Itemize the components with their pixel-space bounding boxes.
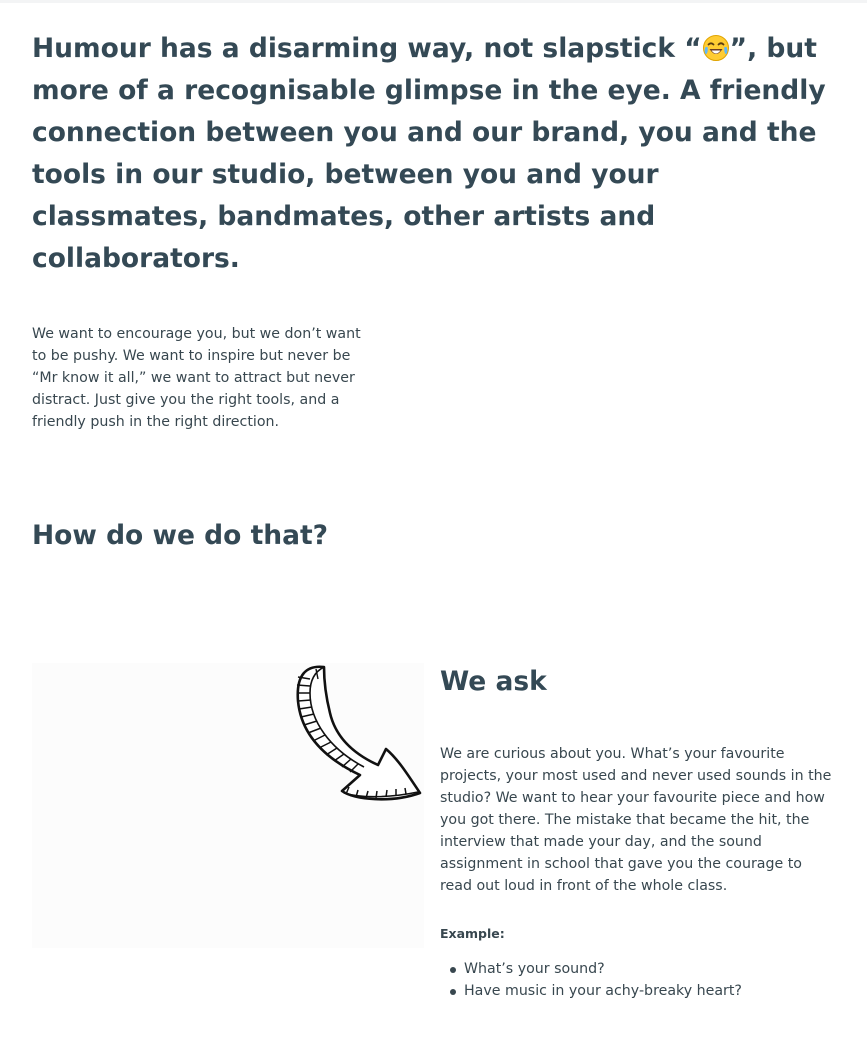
section-title: How do we do that? (32, 520, 329, 551)
illustration-panel (32, 663, 424, 948)
face-with-tears-of-joy-icon (702, 34, 730, 62)
headline (32, 28, 832, 280)
headline-text-end: ”, but more of a recognisable glimpse in the eye. A friendly connection between you and our brand, you and the tools in our studio, between you and your classmates, bandmates, other artists and collaborators. (32, 33, 826, 274)
list-item: What’s your sound? (440, 958, 742, 980)
top-divider (0, 0, 867, 3)
card-title: We ask (440, 666, 547, 697)
headline-text-start: Humour has a disarming way, not slapstick “ (32, 33, 702, 64)
hand-drawn-arrow-icon (294, 663, 424, 808)
example-label: Example: (440, 926, 505, 941)
card-body: We are curious about you. What’s your favourite projects, your most used and never used sounds in the studio? We want to hear your favourite piece and how you got there. The mistake that became the hit, the interview that made your day, and the sound assignment in school that gave you the courage to read out loud in front of the whole class. (440, 746, 832, 894)
example-list (440, 958, 742, 1002)
list-item: Have music in your achy-breaky heart? (440, 980, 742, 1002)
intro-paragraph: We want to encourage you, but we don’t want to be pushy. We want to inspire but never be “Mr know it all,” we want to attract but never distract. Just give you the right tools, and a friendly push in the right direction. (32, 326, 361, 430)
